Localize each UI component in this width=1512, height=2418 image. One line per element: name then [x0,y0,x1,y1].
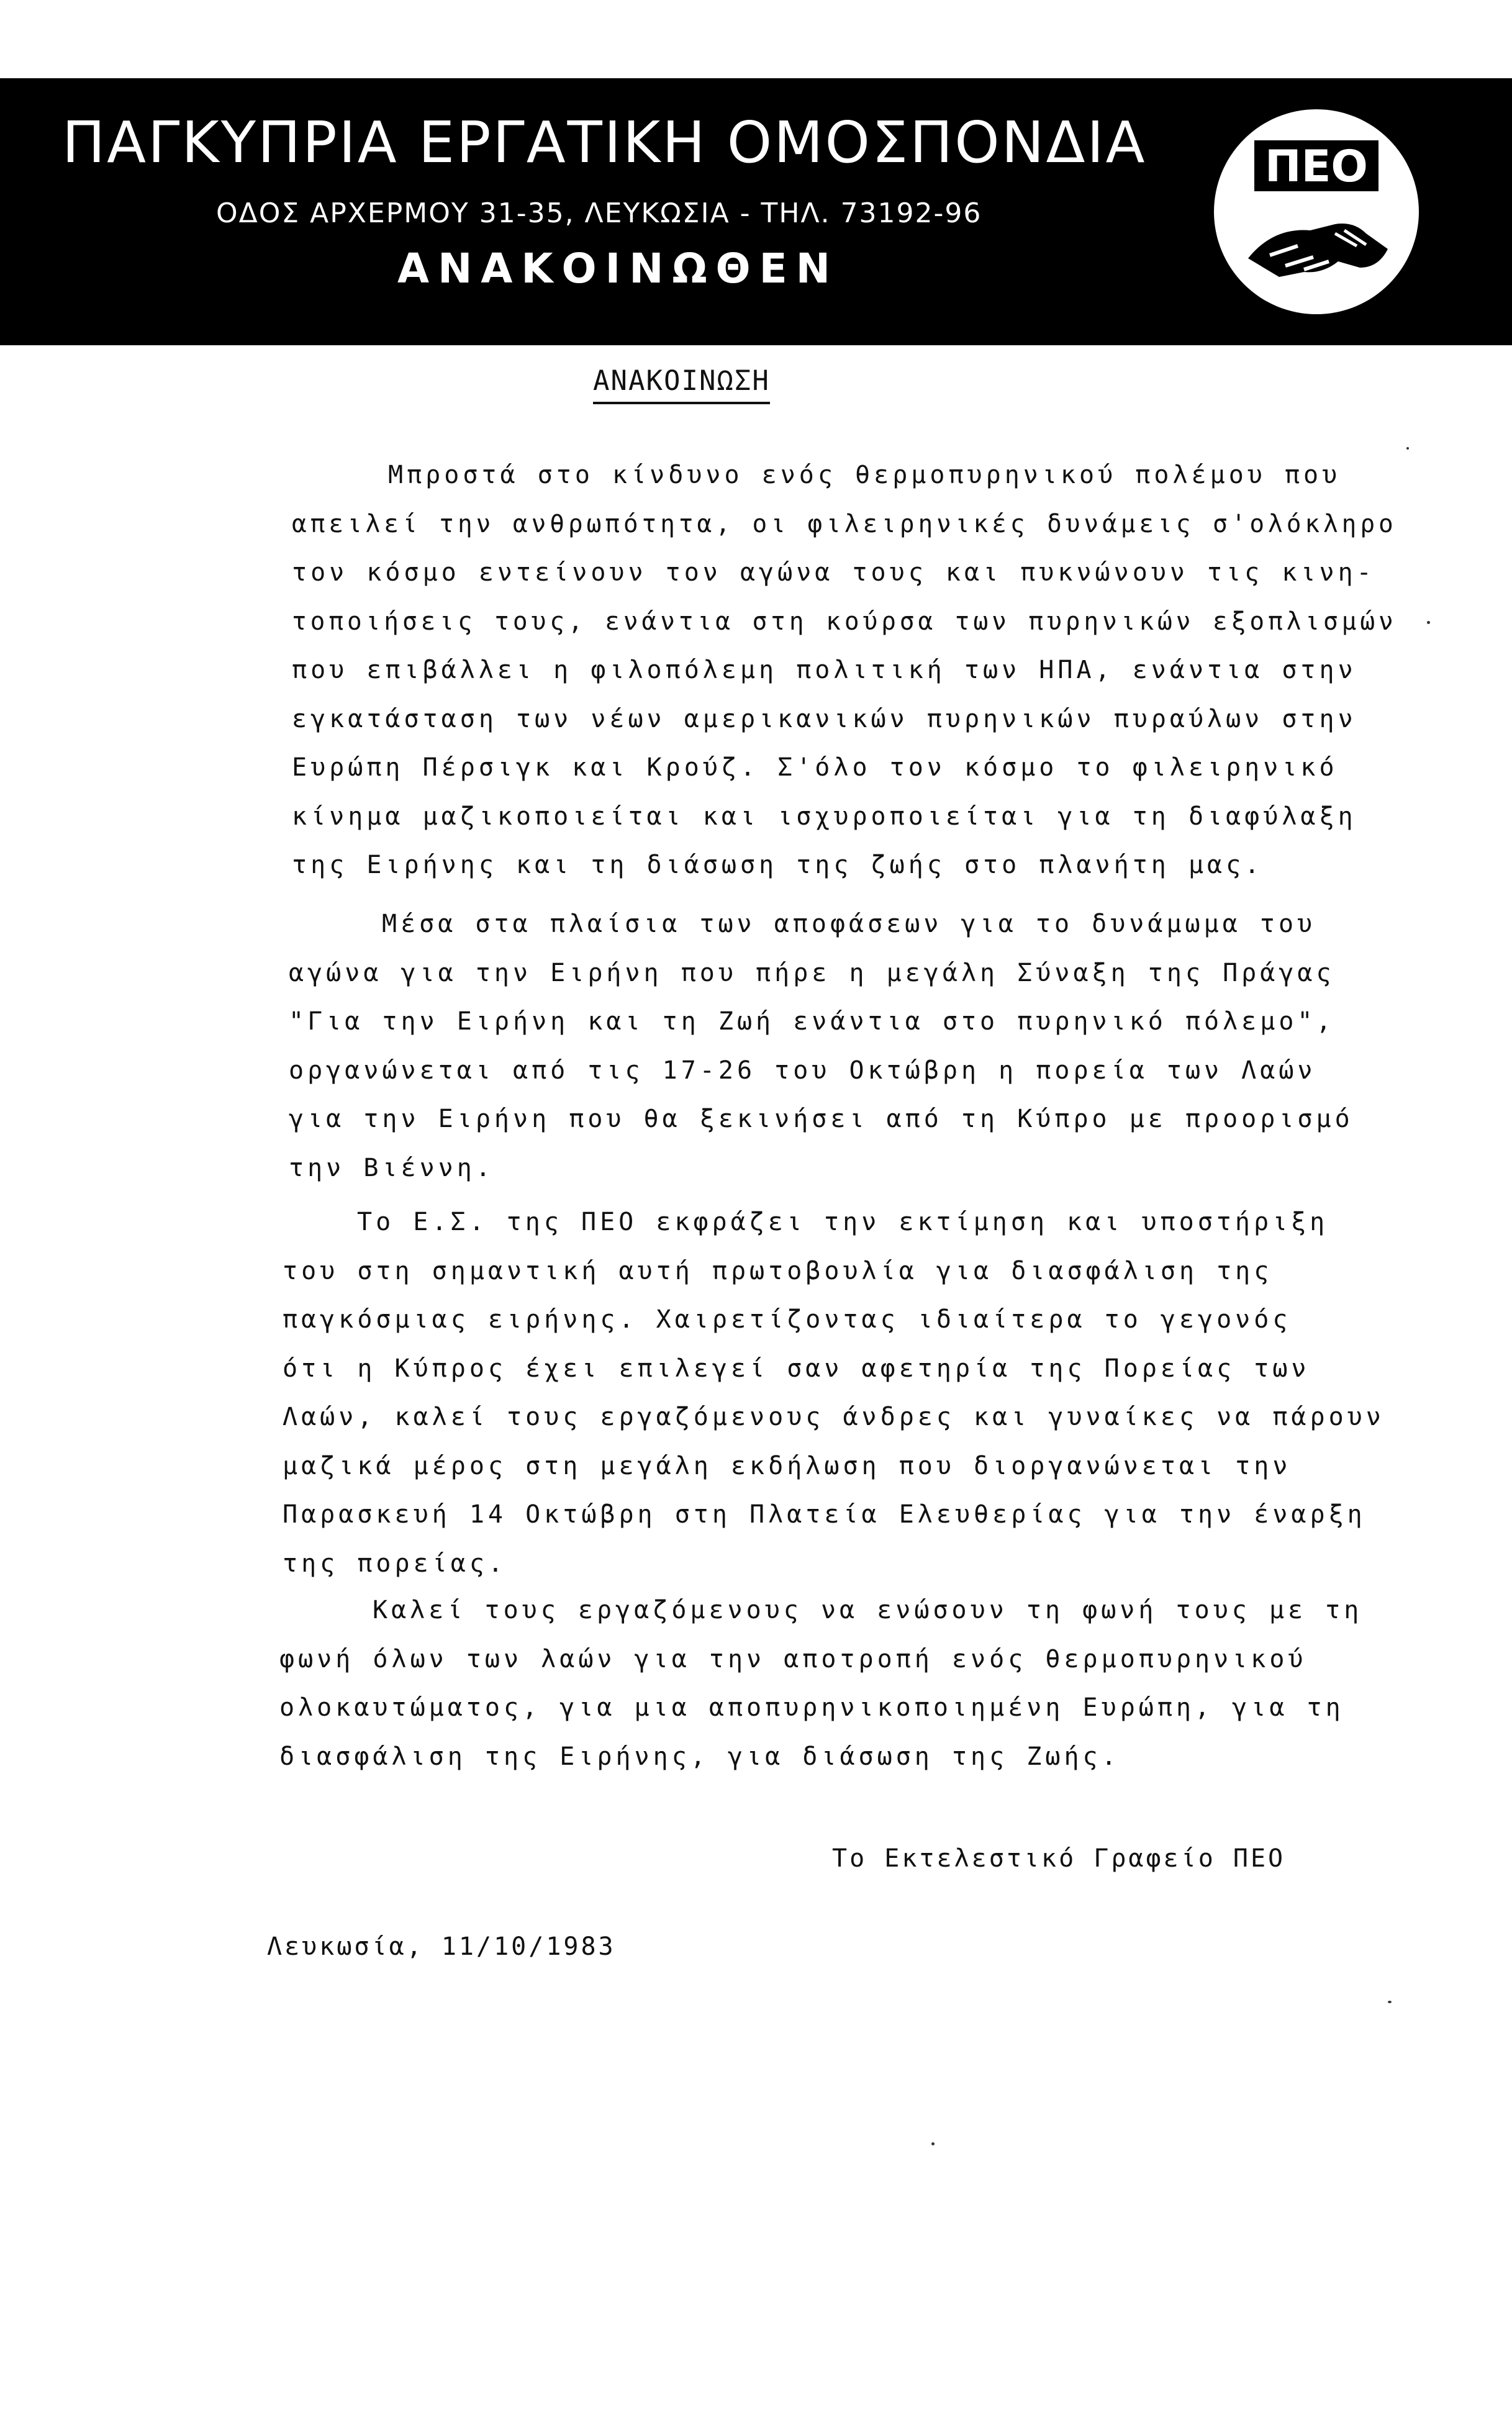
body-line: κίνημα μαζικοποιείται και ισχυροποιείται για τη διαφύλαξη [292,802,1357,831]
body-line: παγκόσμιας ειρήνης. Χαιρετίζοντας ιδιαίτερα το γεγονός [283,1305,1292,1334]
body-line: της Ειρήνης και τη διάσωση της ζωής στο πλανήτη μας. [292,851,1264,879]
scan-speck [931,2142,935,2145]
body-line: φωνή όλων των λαών για την αποτροπή ενός θερμοπυρηνικού [279,1645,1307,1673]
body-line: τοποιήσεις τους, ενάντια στη κούρσα των πυρηνικών εξοπλισμών [292,607,1397,636]
scan-speck [1427,621,1430,624]
body-line: την Βιέννη. [289,1154,494,1182]
document-date: Λευκωσία, 11/10/1983 [267,1932,616,1961]
body-line: Ευρώπη Πέρσιγκ και Κρούζ. Σ'όλο τον κόσμο το φιλειρηνικό [292,753,1338,782]
body-line: του στη σημαντική αυτή πρωτοβουλία για διασφάλιση της [283,1257,1273,1285]
body-line: Παρασκευή 14 Οκτώβρη στη Πλατεία Ελευθερίας για την έναρξη [283,1500,1366,1529]
body-line: που επιβάλλει η φιλοπόλεμη πολιτική των ΗΠΑ, ενάντια στην [292,656,1357,684]
body-line: ότι η Κύπρος έχει επιλεγεί σαν αφετηρία της Πορείας των [283,1354,1310,1383]
body-line: Το Ε.Σ. της ΠΕΟ εκφράζει την εκτίμηση και υποστήριξη [357,1208,1329,1236]
announcement-heading: ΑΝΑΚΟΙΝΩΘΕΝ [397,245,839,292]
body-line: απειλεί την ανθρωπότητα, οι φιλειρηνικές δυνάμεις σ'ολόκληρο [292,510,1397,538]
body-line: διασφάλιση της Ειρήνης, για διάσωση της Ζωής. [279,1742,1120,1771]
body-line: της πορείας. [283,1549,507,1578]
scan-speck [1406,447,1409,450]
logo-text: ΠΕΟ [1265,141,1368,192]
signature-line: Το Εκτελεστικό Γραφείο ΠΕΟ [832,1844,1286,1873]
body-line: για την Ειρήνη που θα ξεκινήσει από τη Κύπρο με προορισμό [289,1105,1354,1133]
body-line: τον κόσμο εντείνουν τον αγώνα τους και πυκνώνουν τις κινη- [292,558,1375,587]
organization-address: ΟΔΟΣ ΑΡΧΕΡΜΟΥ 31-35, ΛΕΥΚΩΣΙΑ - ΤΗΛ. 73192-96 [216,197,982,229]
body-line: ολοκαυτώματος, για μια αποπυρηνικοποιημένη Ευρώπη, για τη [279,1693,1344,1722]
body-line: Μπροστά στο κίνδυνο ενός θερμοπυρηνικού πολέμου που [388,461,1341,489]
body-line: οργανώνεται από τις 17-26 του Οκτώβρη η πορεία των Λαών [289,1056,1316,1085]
body-line: εγκατάσταση των νέων αμερικανικών πυρηνικών πυραύλων στην [292,705,1357,733]
body-line: μαζικά μέρος στη μεγάλη εκδήλωση που διοργανώνεται την [283,1452,1292,1480]
document-title: ΑΝΑΚΟΙΝΩΣΗ [593,365,770,404]
body-line: Μέσα στα πλαίσια των αποφάσεων για το δυνάμωμα του [382,910,1316,938]
body-line: "Για την Ειρήνη και τη Ζωή ενάντια στο πυρηνικό πόλεμο", [289,1007,1335,1036]
body-line: αγώνα για την Ειρήνη που πήρε η μεγάλη Σύναξη της Πράγας [289,959,1335,987]
organization-name: ΠΑΓΚΥΠΡΙΑ ΕΡΓΑΤΙΚΗ ΟΜΟΣΠΟΝΔΙΑ [62,109,1147,176]
body-line: Λαών, καλεί τους εργαζόμενους άνδρες και γυναίκες να πάρουν [283,1403,1385,1431]
body-line: Καλεί τους εργαζόμενους να ενώσουν τη φωνή τους με τη [373,1596,1363,1624]
scan-speck [1388,2001,1392,2003]
